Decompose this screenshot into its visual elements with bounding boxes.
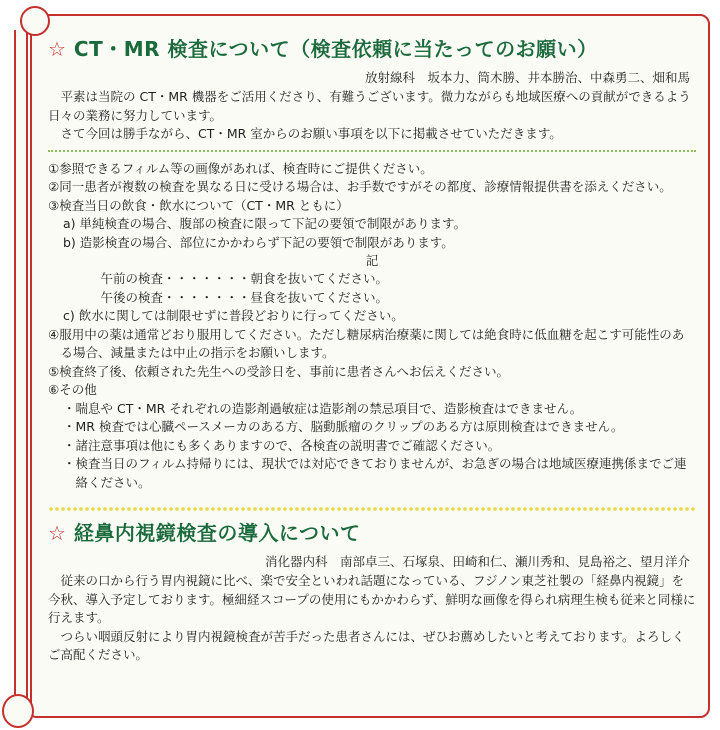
star-icon: ☆ xyxy=(48,37,67,61)
section1-intro-2: さて今回は勝手ながら、CT・MR 室からのお願い事項を以下に掲載させていただきます。 xyxy=(60,126,562,141)
section1-title xyxy=(48,34,696,64)
request-item-3c: c) 飲水に関しては制限せずに普段どおりに行ってください。 xyxy=(63,308,404,323)
morning-exam-rule: 午前の検査・・・・・・・朝食を抜いてください。 xyxy=(100,271,389,286)
scroll-rail xyxy=(14,30,28,700)
other-note-1: ・喘息や CT・MR それぞれの造影剤過敏症は造影剤の禁忌項目で、造影検査はできません。 xyxy=(63,400,583,416)
request-item-4: ④服用中の薬は通常どおり服用してください。ただし糖尿病治療薬に関しては絶食時に低血糖を起こす可能性のある場合、減量または中止の指示をお願いします。 xyxy=(48,326,685,360)
request-item-3b: b) 造影検査の場合、部位にかかわらず下記の要領で制限があります。 xyxy=(63,234,454,250)
section2-title xyxy=(48,518,696,548)
other-note-2: ・MR 検査では心臓ペースメーカのある方、脳動脈瘤のクリップのある方は原則検査はできません。 xyxy=(63,419,624,434)
section2-authors: 消化器内科 南部卓三、石塚泉、田崎和仁、瀬川秀和、見島裕之、望月洋介 xyxy=(264,554,690,569)
ki-label: 記 xyxy=(365,253,379,268)
section2-title-text: 経鼻内視鏡検査の導入について xyxy=(73,521,361,545)
section2-paragraph-2: つらい咽頭反射により胃内視鏡検査が苦手だった患者さんには、ぜひお薦めしたいと考えております。よろしくご高配ください。 xyxy=(48,628,685,662)
dotted-divider xyxy=(48,150,696,152)
request-item-3a: a) 単純検査の場合、腹部の検査に限って下記の要領で制限があります。 xyxy=(63,216,467,231)
section1-intro-1: 平素は当院の CT・MR 機器をご活用くださり、有難うございます。微力ながらも地域医療への貢献ができるよう日々の業務に努力しています。 xyxy=(48,89,691,123)
request-item-1: ①参照できるフィルム等の画像があれば、検査時にご提供ください。 xyxy=(48,160,433,176)
scroll-curl-bottom xyxy=(2,694,34,728)
section2-paragraph-1: 従来の口から行う胃内視鏡に比べ、楽で安全といわれ話題になっている、フジノン東芝社製の「経鼻内視鏡」を今秋、導入予定しております。極細経スコープの使用にもかかわらず、鮮明な画像を得られ病理生検も従来と同様に行えます。 xyxy=(48,573,696,625)
request-item-3: ③検査当日の飲食・飲水について（CT・MR ともに） xyxy=(48,197,349,213)
star-icon: ☆ xyxy=(48,521,67,545)
request-item-5: ⑤検査終了後、依頼された先生への受診日を、事前に患者さんへお伝えください。 xyxy=(48,363,509,379)
scroll-curl-top xyxy=(20,6,50,36)
request-item-2: ②同一患者が複数の検査を異なる日に受ける場合は、お手数ですがその都度、診療情報提供書を添えください。 xyxy=(48,179,672,194)
afternoon-exam-rule: 午後の検査・・・・・・・昼食を抜いてください。 xyxy=(100,289,389,305)
other-note-4: ・検査当日のフィルム持帰りには、現状では対応できておりませんが、お急ぎの場合は地域医療連携係までご連絡ください。 xyxy=(63,456,687,490)
article-content xyxy=(48,34,696,665)
section1-title-text: CT・MR 検査について（検査依頼に当たってのお願い） xyxy=(73,37,598,61)
other-note-3: ・諸注意事項は他にも多くありますので、各検査の説明書でご確認ください。 xyxy=(63,437,501,453)
section1-authors: 放射線科 坂本力、筒木勝、井本勝治、中森勇二、畑和馬 xyxy=(364,70,690,85)
yellow-dotted-divider xyxy=(48,506,696,512)
request-item-6: ⑥その他 xyxy=(48,382,97,397)
